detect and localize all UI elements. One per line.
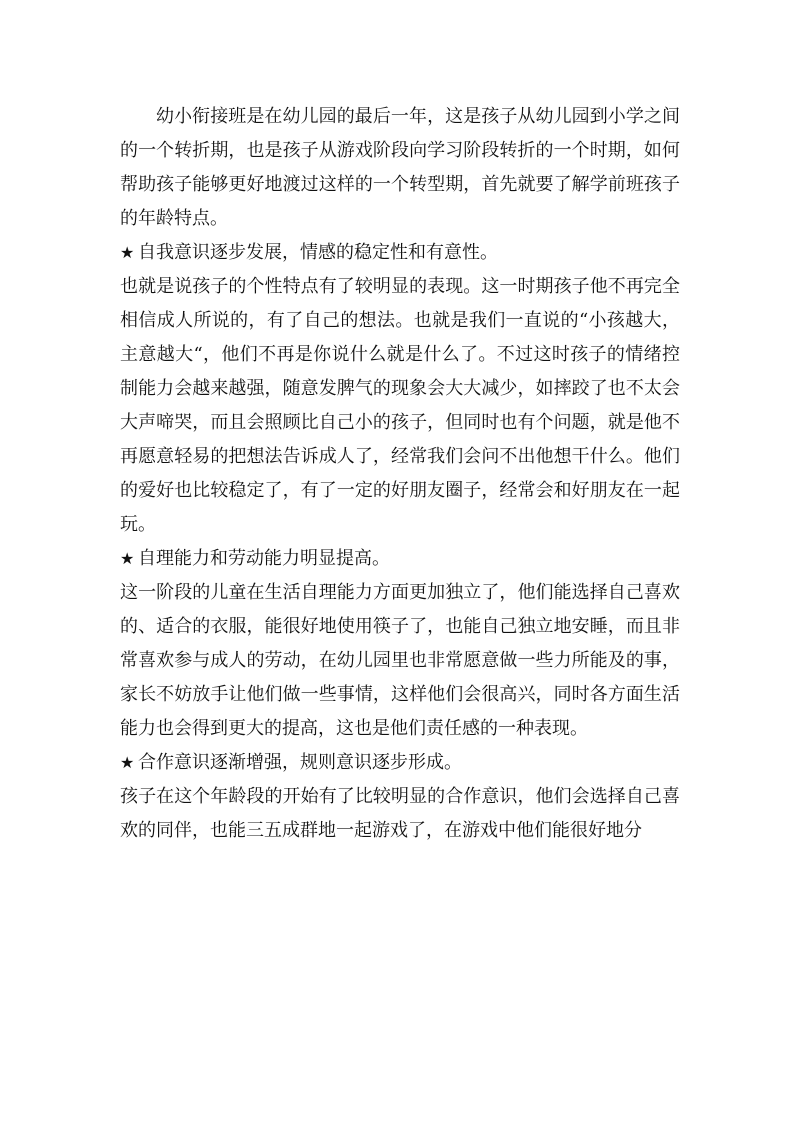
- star-icon: ★: [120, 549, 135, 568]
- section-heading-text: 自理能力和劳动能力明显提高。: [138, 548, 390, 569]
- intro-paragraph: 幼小衔接班是在幼儿园的最后一年，这是孩子从幼儿园到小学之间的一个转折期，也是孩子从游戏阶段向学习阶段转折的一个时期，如何帮助孩子能够更好地渡过这样的一个转型期，首先就要了解学前班孩子的年龄特点。: [120, 106, 680, 229]
- section-paragraph-cooperation: 孩子在这个年龄段的开始有了比较明显的合作意识，他们会选择自己喜欢的同伴，也能三五成群地一起游戏了，在游戏中他们能很好地分: [120, 786, 680, 841]
- star-icon: ★: [120, 753, 135, 772]
- star-icon: ★: [120, 243, 135, 262]
- section-heading-cooperation: [120, 746, 680, 780]
- section-heading-text: 合作意识逐渐增强，规则意识逐步形成。: [138, 752, 462, 773]
- section-paragraph-self-care: 这一阶段的儿童在生活自理能力方面更加独立了，他们能选择自己喜欢的、适合的衣服，能很好地使用筷子了，也能自己独立地安睡，而且非常喜欢参与成人的劳动，在幼儿园里也非常愿意做一些力所能及的事，家长不妨放手让他们做一些事情，这样他们会很高兴，同时各方面生活能力也会得到更大的提高，这也是他们责任感的一种表现。: [120, 582, 680, 739]
- section-heading-text: 自我意识逐步发展，情感的稳定性和有意性。: [138, 242, 498, 263]
- document-body: [120, 100, 680, 848]
- section-paragraph-self-awareness: 也就是说孩子的个性特点有了较明显的表现。这一时期孩子他不再完全相信成人所说的，有了自己的想法。也就是我们一直说的“小孩越大，主意越大“，他们不再是你说什么就是什么了。不过这时孩子的情绪控制能力会越来越强，随意发脾气的现象会大大减少，如摔跤了也不太会大声啼哭，而且会照顾比自己小的孩子，但同时也有个问题，就是他不再愿意轻易的把想法告诉成人了，经常我们会问不出他想干什么。他们的爱好也比较稳定了，有了一定的好朋友圈子，经常会和好朋友在一起玩。: [120, 276, 680, 535]
- section-heading-self-care: [120, 542, 680, 576]
- section-heading-self-awareness: [120, 236, 680, 270]
